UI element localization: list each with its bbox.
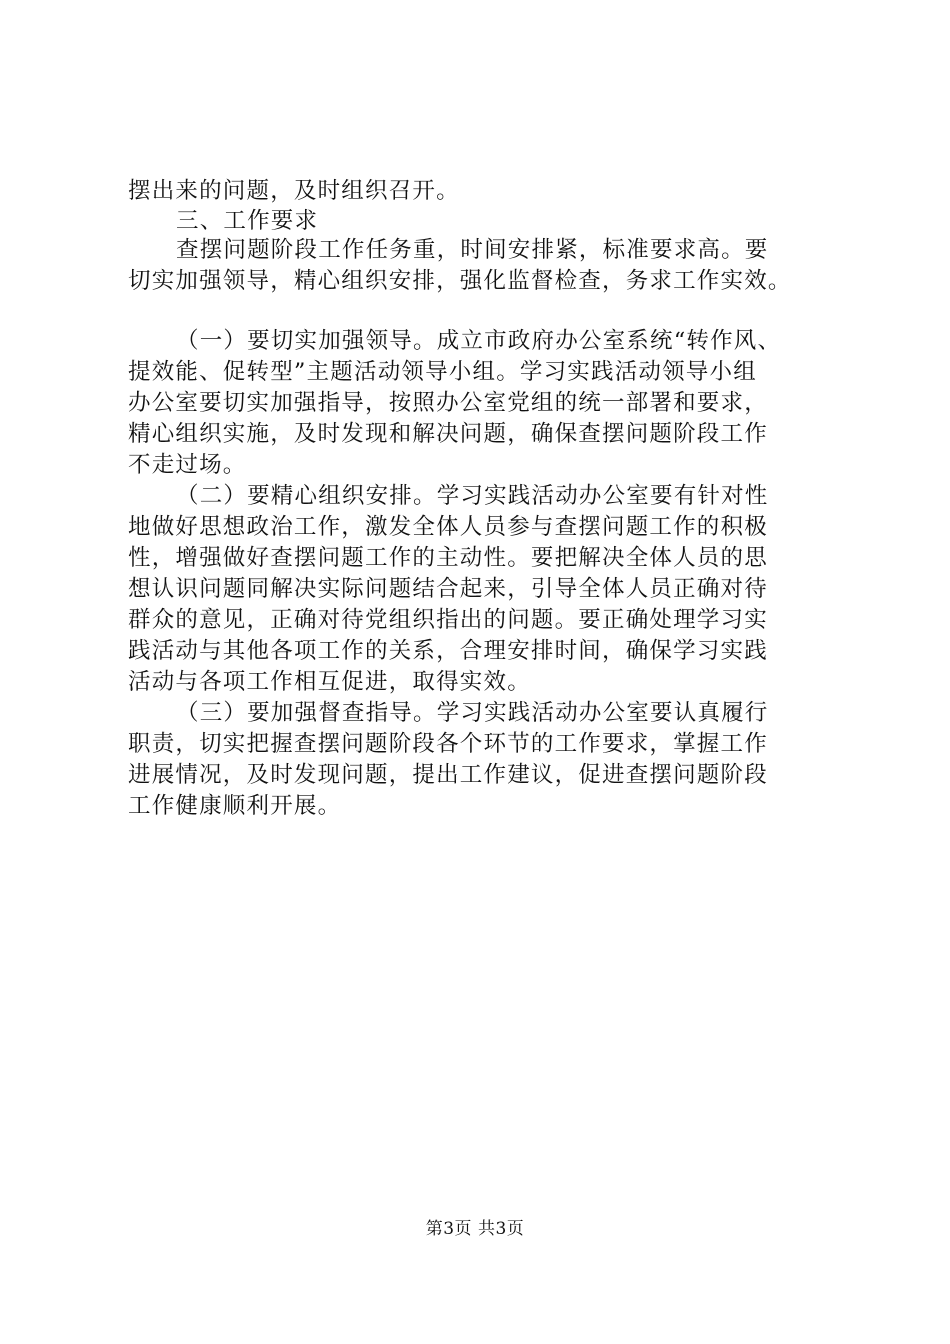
- body-line: 查摆问题阶段工作任务重，时间安排紧，标准要求高。要: [176, 237, 769, 263]
- body-line: 工作健康顺利开展。: [128, 793, 342, 819]
- body-line: 进展情况，及时发现问题，提出工作建议，促进查摆问题阶段: [128, 762, 768, 788]
- body-line: 精心组织实施，及时发现和解决问题，确保查摆问题阶段工作: [128, 421, 768, 447]
- body-line: 职责，切实把握查摆问题阶段各个环节的工作要求，掌握工作: [128, 731, 768, 757]
- body-line: 群众的意见，正确对待党组织指出的问题。要正确处理学习实: [128, 607, 768, 633]
- body-line: 想认识问题同解决实际问题结合起来，引导全体人员正确对待: [128, 576, 768, 602]
- body-line: 不走过场。: [128, 452, 247, 478]
- body-line: 活动与各项工作相互促进，取得实效。: [128, 669, 531, 695]
- body-line: （二）要精心组织安排。学习实践活动办公室要有针对性: [176, 483, 769, 509]
- body-line: 办公室要切实加强指导，按照办公室党组的统一部署和要求，: [128, 390, 768, 416]
- body-line: 切实加强领导，精心组织安排，强化监督检查，务求工作实效。: [128, 268, 792, 294]
- page-number-footer: 第3页 共3页: [425, 1219, 525, 1239]
- body-line: 提效能、促转型”主题活动领导小组。学习实践活动领导小组: [128, 359, 757, 385]
- body-line: 性，增强做好查摆问题工作的主动性。要把解决全体人员的思: [128, 545, 768, 571]
- body-line: 地做好思想政治工作，激发全体人员参与查摆问题工作的积极: [128, 514, 768, 540]
- body-line: （三）要加强督查指导。学习实践活动办公室要认真履行: [176, 700, 769, 726]
- body-line: 践活动与其他各项工作的关系，合理安排时间，确保学习实践: [128, 638, 768, 664]
- body-line: 摆出来的问题，及时组织召开。: [128, 178, 460, 204]
- section-heading: 三、工作要求: [176, 208, 319, 234]
- body-line: （一）要切实加强领导。成立市政府办公室系统“转作风、: [176, 328, 782, 354]
